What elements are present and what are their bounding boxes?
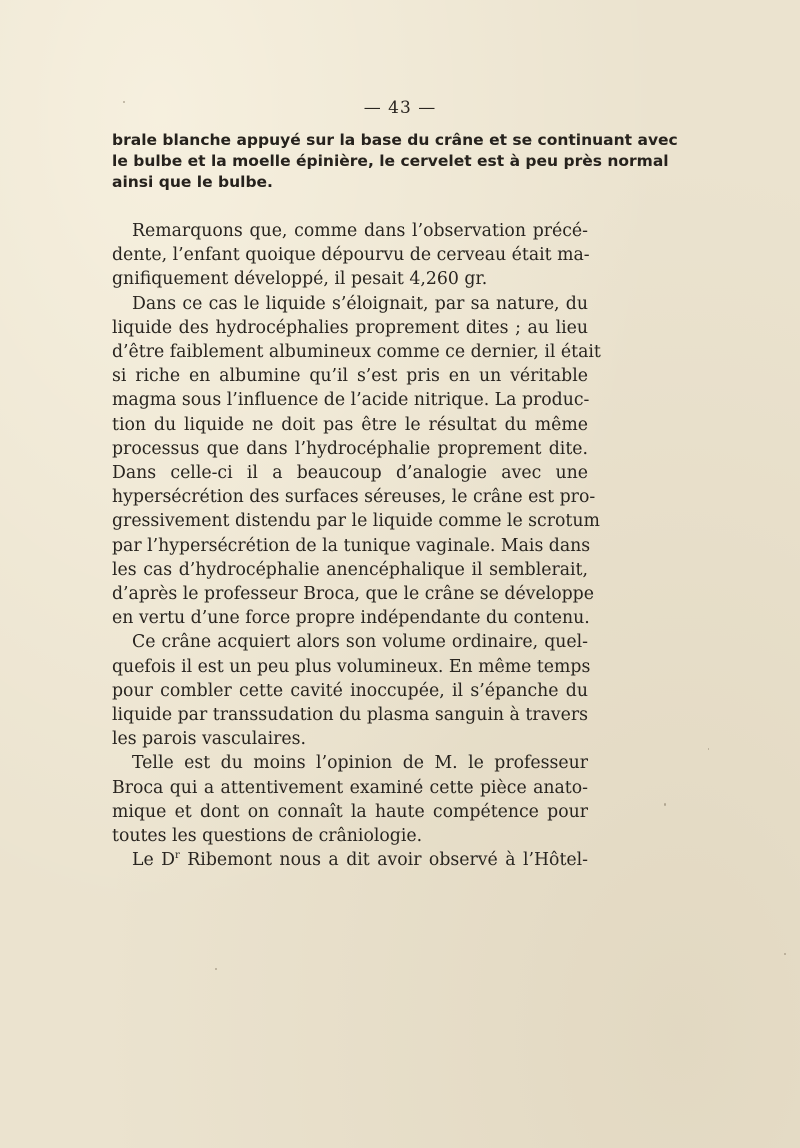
text-line: les parois vasculaires. xyxy=(112,729,306,750)
doctor-abbrev-superscript: r xyxy=(175,850,180,862)
text-line: si riche en albumine qu’il s’est pris en un véritable xyxy=(112,366,588,387)
text-line: tion du liquide ne doit pas être le résultat du même xyxy=(112,414,588,435)
text-line: d’après le professeur Broca, que le crâne se développe xyxy=(112,584,594,605)
footnote-line: brale blanche appuyé sur la base du crâne et se continuant avec xyxy=(112,131,678,149)
paper-speck xyxy=(123,101,125,103)
text-line: gnifiquement développé, il pesait 4,260 gr. xyxy=(112,269,488,290)
footnote-block xyxy=(112,130,678,193)
paper-speck xyxy=(784,953,786,955)
text-line-last xyxy=(112,848,588,872)
text-line: processus que dans l’hydrocéphalie proprement dite. xyxy=(112,438,588,459)
main-text-block xyxy=(112,219,601,872)
text-line: Remarquons que, comme dans l’observation précé- xyxy=(132,221,588,241)
text-line: gressivement distendu par le liquide comme le scrotum xyxy=(112,511,600,532)
text-line: en vertu d’une force propre indépendante du contenu. xyxy=(112,608,590,629)
doctor-abbrev: Le D xyxy=(132,850,176,871)
text-line: Telle est du moins l’opinion de M. le professeur xyxy=(132,753,588,774)
text-line: par l’hypersécrétion de la tunique vaginale. Mais dans xyxy=(112,535,591,556)
text-line: mique et dont on connaît la haute compétence pour xyxy=(112,801,588,822)
text-line: Dans celle-ci il a beaucoup d’analogie avec une xyxy=(112,463,588,484)
text-line: Dans ce cas le liquide s’éloignait, par sa nature, du xyxy=(132,293,588,314)
footnote-line: le bulbe et la moelle épinière, le cervelet est à peu près normal xyxy=(112,152,669,170)
text-line: dente, l’enfant quoique dépourvu de cerveau était ma- xyxy=(112,245,590,266)
paper-speck xyxy=(708,748,709,750)
text-line: liquide des hydrocéphalies proprement dites ; au lieu xyxy=(112,317,588,338)
text-line: d’être faiblement albumineux comme ce dernier, il était xyxy=(112,342,601,363)
text-line: liquide par transsudation du plasma sanguin à travers xyxy=(112,705,588,726)
text-line: quefois il est un peu plus volumineux. En même temps xyxy=(112,656,591,677)
text-line-tail: Ribemont nous a dit avoir observé à l’Hôtel- xyxy=(179,850,588,871)
footnote-line: ainsi que le bulbe. xyxy=(112,173,273,191)
text-line: les cas d’hydrocéphalie anencéphalique il semblerait, xyxy=(112,559,588,580)
page-number-header: — 43 — xyxy=(363,98,437,118)
text-line: Broca qui a attentivement examiné cette pièce anato- xyxy=(112,777,588,798)
text-line: magma sous l’influence de l’acide nitrique. La produc- xyxy=(112,390,590,411)
text-line: hypersécrétion des surfaces séreuses, le crâne est pro- xyxy=(112,487,596,508)
text-line: pour combler cette cavité inoccupée, il s’épanche du xyxy=(112,680,588,701)
text-line: Ce crâne acquiert alors son volume ordinaire, quel- xyxy=(132,632,588,653)
paper-speck xyxy=(664,803,666,806)
text-line: toutes les questions de crâniologie. xyxy=(112,826,423,847)
paper-speck xyxy=(215,968,217,970)
